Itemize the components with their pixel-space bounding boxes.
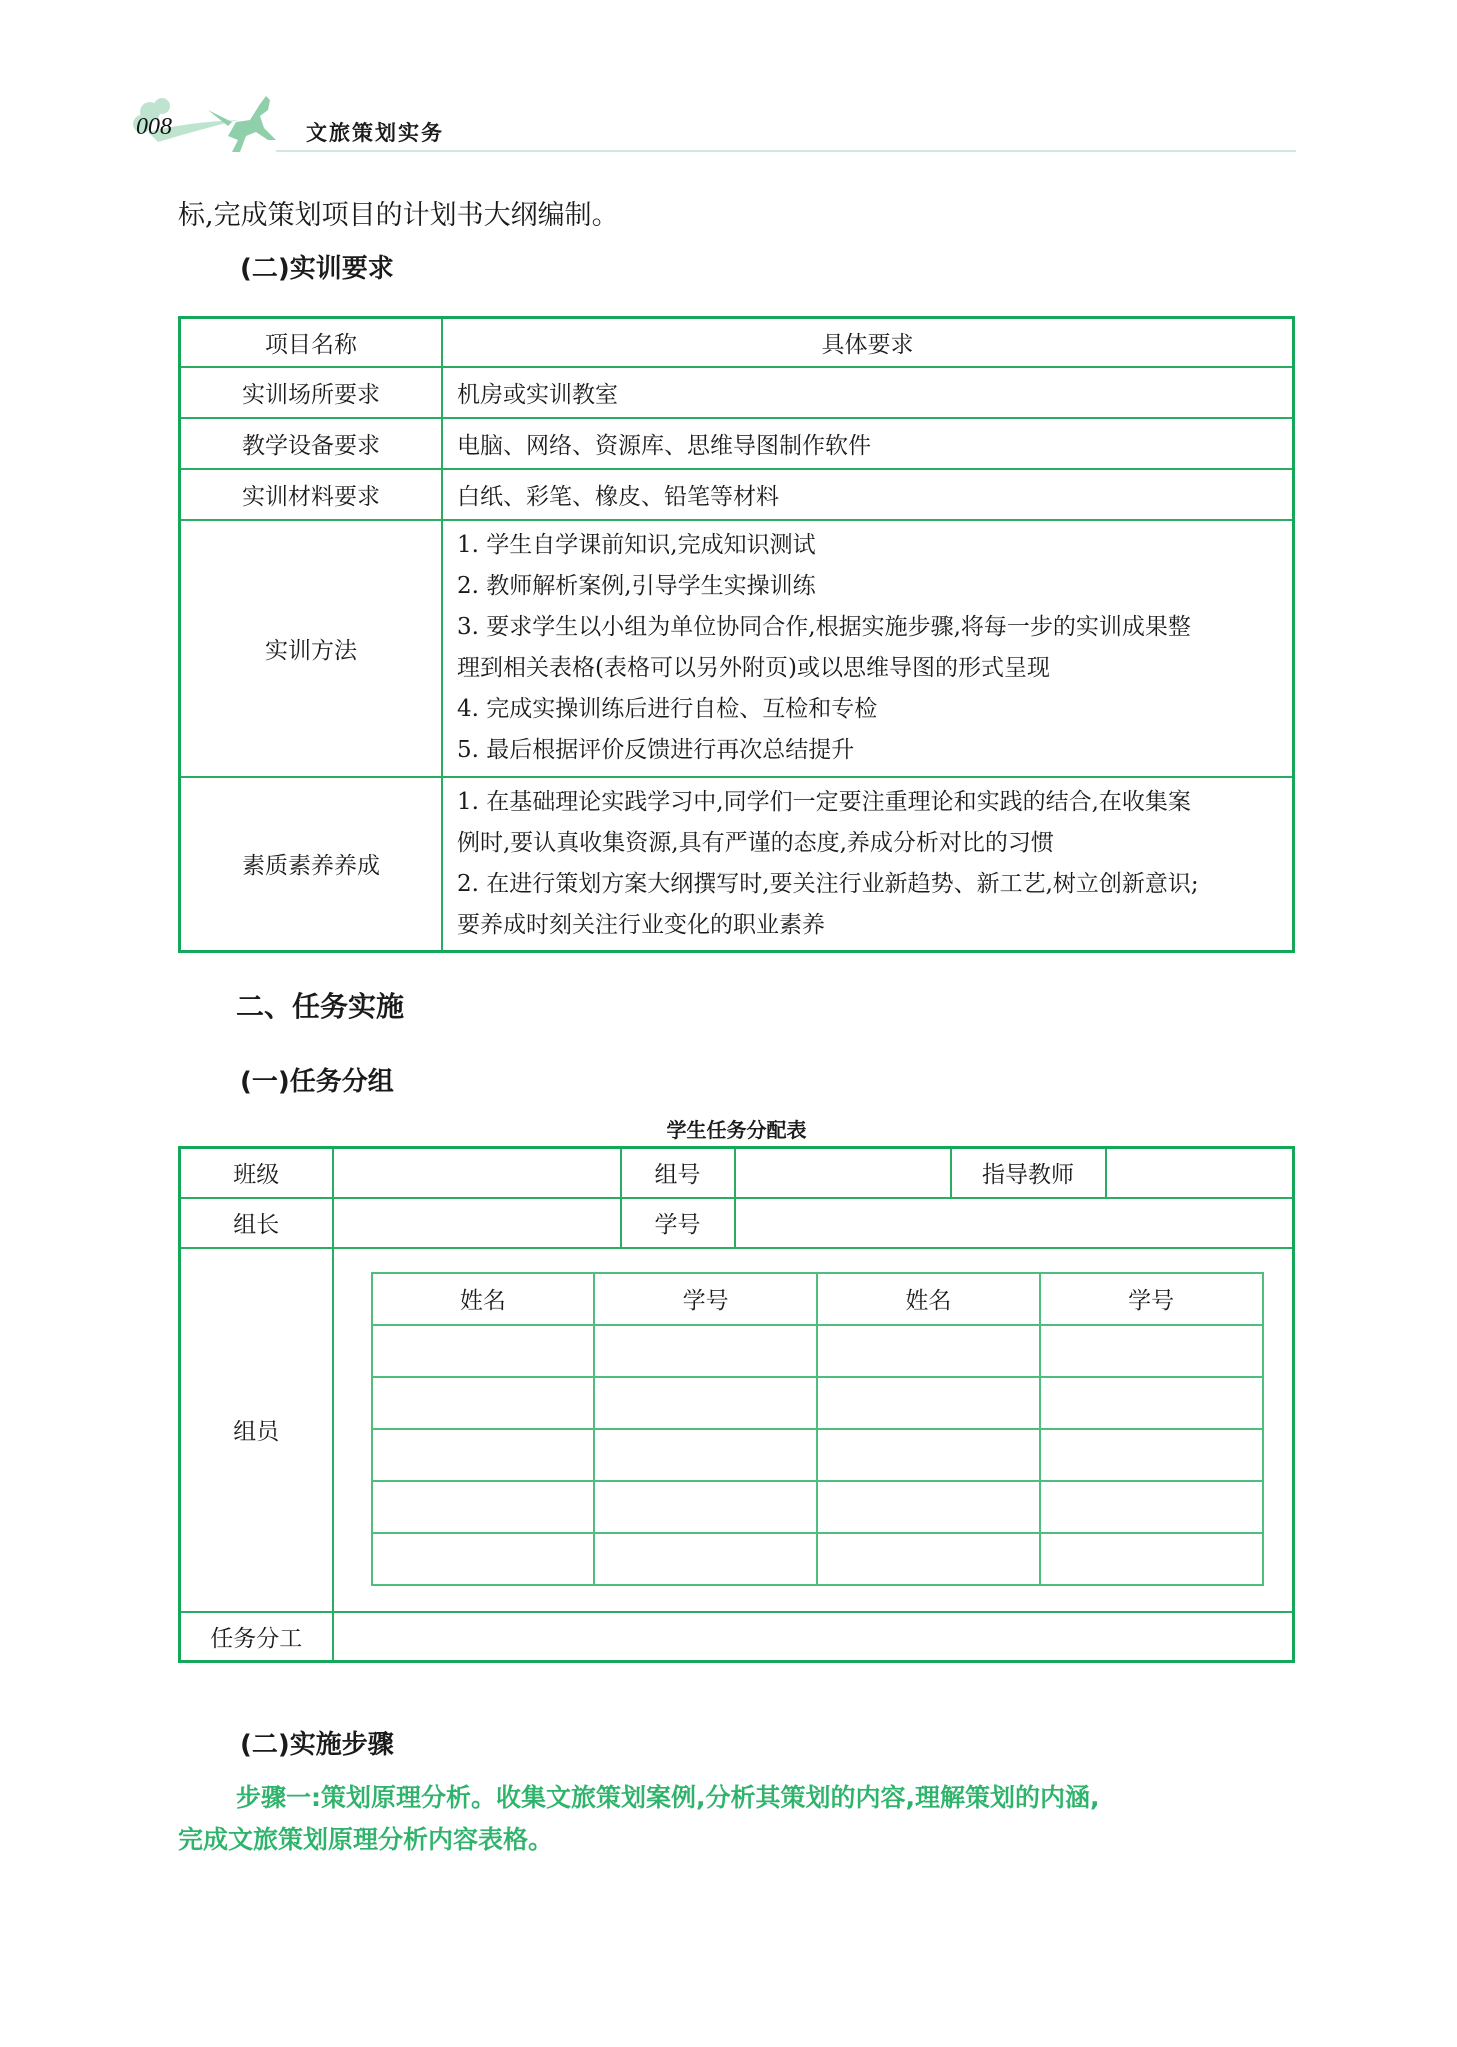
table-row (180, 1612, 1294, 1662)
table-row (180, 520, 1294, 777)
members-table (371, 1272, 1264, 1586)
table-row (180, 469, 1294, 520)
running-title: 文旅策划实务 (306, 121, 444, 145)
member-id-cell[interactable] (1040, 1481, 1263, 1533)
list-line: 3. 要求学生以小组为单位协同合作,根据实施步骤,将每一步的实训成果整 (457, 614, 1191, 640)
header-student-id: 学号 (1040, 1273, 1263, 1325)
table-row (180, 367, 1294, 418)
label-group-no: 组号 (621, 1148, 735, 1198)
member-id-cell[interactable] (1040, 1377, 1263, 1429)
table-row (180, 418, 1294, 469)
member-name-cell[interactable] (372, 1429, 595, 1481)
table-header-row (180, 318, 1294, 367)
member-id-cell[interactable] (594, 1325, 817, 1377)
member-name-cell[interactable] (817, 1325, 1040, 1377)
student-task-assignment-table (178, 1146, 1295, 1663)
members-row (372, 1481, 1263, 1533)
member-id-cell[interactable] (1040, 1429, 1263, 1481)
members-row (372, 1377, 1263, 1429)
member-id-cell[interactable] (1040, 1325, 1263, 1377)
label-leader: 组长 (180, 1198, 333, 1248)
list-line: 1. 学生自学课前知识,完成知识测试 (457, 532, 816, 558)
row-name: 素质素养养成 (180, 777, 443, 952)
member-id-cell[interactable] (594, 1481, 817, 1533)
member-name-cell[interactable] (372, 1377, 595, 1429)
table-row (180, 1148, 1294, 1198)
label-members: 组员 (180, 1248, 333, 1612)
member-name-cell[interactable] (372, 1481, 595, 1533)
member-id-cell[interactable] (594, 1377, 817, 1429)
list-line: 1. 在基础理论实践学习中,同学们一定要注重理论和实践的结合,在收集案 (457, 788, 1191, 815)
members-header-row (372, 1273, 1263, 1325)
row-name: 实训场所要求 (180, 367, 443, 418)
member-name-cell[interactable] (372, 1325, 595, 1377)
list-line: 5. 最后根据评价反馈进行再次总结提升 (457, 737, 855, 763)
input-student-id[interactable] (735, 1198, 1294, 1248)
header-name: 姓名 (817, 1273, 1040, 1325)
table-row-members (180, 1248, 1294, 1612)
member-id-cell[interactable] (1040, 1533, 1263, 1585)
section-heading-implementation-steps: (二)实施步骤 (240, 1730, 394, 1760)
members-row (372, 1533, 1263, 1585)
member-name-cell[interactable] (817, 1481, 1040, 1533)
table-row (180, 777, 1294, 952)
row-value-list (442, 520, 1294, 777)
members-row (372, 1325, 1263, 1377)
row-value: 电脑、网络、资源库、思维导图制作软件 (442, 418, 1294, 469)
input-division[interactable] (333, 1612, 1294, 1662)
list-line: 2. 在进行策划方案大纲撰写时,要关注行业新趋势、新工艺,树立创新意识; (457, 870, 1199, 897)
member-id-cell[interactable] (594, 1429, 817, 1481)
member-id-cell[interactable] (594, 1533, 817, 1585)
step-one-paragraph (178, 1777, 1298, 1861)
label-division: 任务分工 (180, 1612, 333, 1662)
list-line: 2. 教师解析案例,引导学生实操训练 (457, 573, 816, 599)
step-one-line-1: 步骤一:策划原理分析。收集文旅策划案例,分析其策划的内容,理解策划的内涵, (236, 1783, 1100, 1812)
list-line: 4. 完成实操训练后进行自检、互检和专检 (457, 696, 878, 722)
step-one-line-2: 完成文旅策划原理分析内容表格。 (178, 1825, 554, 1854)
input-leader[interactable] (333, 1198, 621, 1248)
section-heading-task-grouping: (一)任务分组 (240, 1067, 394, 1097)
header-divider (276, 150, 1296, 152)
label-student-id: 学号 (621, 1198, 735, 1248)
section-heading-training-requirements: (二)实训要求 (240, 254, 394, 284)
header-specific-requirements: 具体要求 (442, 318, 1294, 367)
member-name-cell[interactable] (817, 1533, 1040, 1585)
list-line: 要养成时刻关注行业变化的职业素养 (457, 911, 825, 938)
members-cell (333, 1248, 1294, 1612)
members-row (372, 1429, 1263, 1481)
table-row (180, 1198, 1294, 1248)
row-value: 白纸、彩笔、橡皮、铅笔等材料 (442, 469, 1294, 520)
header-project-name: 项目名称 (180, 318, 443, 367)
header-name: 姓名 (372, 1273, 595, 1325)
label-class: 班级 (180, 1148, 333, 1198)
label-instructor: 指导教师 (951, 1148, 1106, 1198)
input-group-no[interactable] (735, 1148, 951, 1198)
training-requirements-table (178, 316, 1295, 953)
row-value-list (442, 777, 1294, 952)
intro-paragraph: 标,完成策划项目的计划书大纲编制。 (178, 200, 619, 231)
input-instructor[interactable] (1106, 1148, 1294, 1198)
row-name: 实训方法 (180, 520, 443, 777)
list-line: 例时,要认真收集资源,具有严谨的态度,养成分析对比的习惯 (457, 829, 1054, 856)
row-name: 教学设备要求 (180, 418, 443, 469)
list-line: 理到相关表格(表格可以另外附页)或以思维导图的形式呈现 (457, 655, 1050, 681)
row-name: 实训材料要求 (180, 469, 443, 520)
member-name-cell[interactable] (817, 1377, 1040, 1429)
page-number: 008 (136, 114, 172, 140)
member-name-cell[interactable] (372, 1533, 595, 1585)
member-name-cell[interactable] (817, 1429, 1040, 1481)
section-heading-task-implementation: 二、任务实施 (236, 990, 405, 1023)
table-caption: 学生任务分配表 (666, 1118, 807, 1142)
input-class[interactable] (333, 1148, 621, 1198)
header-student-id: 学号 (594, 1273, 817, 1325)
row-value: 机房或实训教室 (442, 367, 1294, 418)
